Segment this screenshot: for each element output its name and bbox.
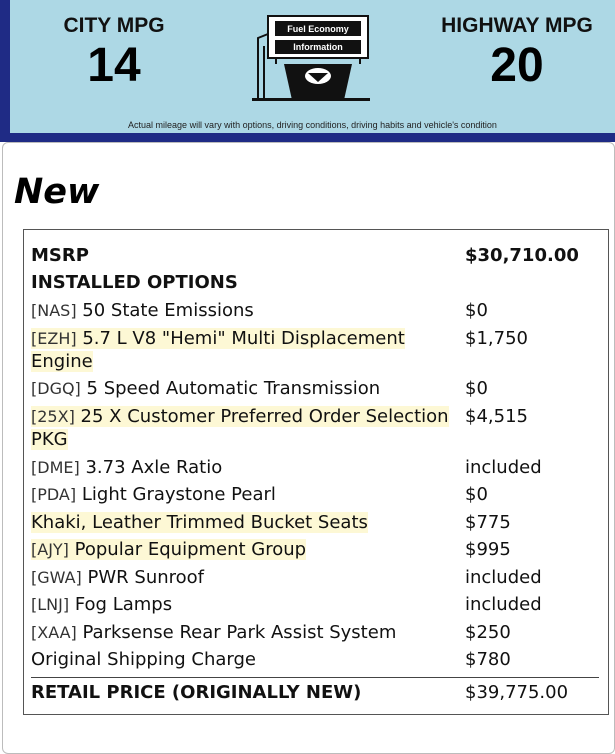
shipping-label: Original Shipping Charge [31, 649, 256, 670]
option-description [31, 405, 463, 451]
option-description [31, 621, 463, 644]
option-name: 25 X Customer Preferred Order Selection PKG [31, 406, 449, 450]
option-description [31, 483, 463, 506]
option-price: $4,515 [465, 406, 528, 427]
fuel-pump-icon [252, 12, 374, 106]
logo-line1: Fuel Economy [287, 24, 349, 34]
option-description [31, 593, 463, 616]
option-price: included [465, 457, 542, 478]
option-price: included [465, 567, 542, 588]
option-code: [AJY] [31, 540, 69, 559]
retail-price-value: $39,775.00 [465, 682, 569, 703]
option-price: included [465, 594, 542, 615]
option-code: [DGQ] [31, 379, 81, 398]
option-price: $0 [465, 378, 488, 399]
option-code: [EZH] [31, 329, 77, 348]
option-price: $1,750 [465, 328, 528, 349]
option-code: [XAA] [31, 623, 77, 642]
option-name: Light Graystone Pearl [81, 484, 276, 505]
option-code: [GWA] [31, 568, 82, 587]
highway-mpg-value: 20 [490, 39, 544, 92]
option-description [31, 327, 463, 373]
option-name: Popular Equipment Group [74, 539, 307, 560]
option-code: [25X] [31, 407, 75, 426]
option-name: Fog Lamps [74, 594, 173, 615]
highway-mpg [422, 14, 612, 94]
shipping-value: $780 [465, 649, 511, 670]
option-description [31, 299, 463, 322]
logo-line2: Information [293, 42, 343, 52]
installed-options-label: INSTALLED OPTIONS [31, 272, 238, 293]
option-name: PWR Sunroof [87, 567, 205, 588]
option-price: $0 [465, 484, 488, 505]
option-name: Khaki, Leather Trimmed Bucket Seats [31, 512, 368, 533]
msrp-label: MSRP [31, 245, 89, 266]
city-mpg [44, 14, 184, 94]
option-description [31, 456, 463, 479]
city-mpg-label: CITY MPG [63, 14, 165, 37]
option-description [31, 511, 463, 534]
option-price: $250 [465, 622, 511, 643]
option-description [31, 538, 463, 561]
option-description [31, 566, 463, 589]
highway-mpg-label: HIGHWAY MPG [441, 14, 593, 37]
option-code: [LNJ] [31, 595, 70, 614]
option-code: [DME] [31, 458, 80, 477]
option-name: 3.73 Axle Ratio [85, 457, 223, 478]
option-price: $775 [465, 512, 511, 533]
msrp-value: $30,710.00 [465, 245, 579, 266]
option-description [31, 377, 463, 400]
option-price: $0 [465, 300, 488, 321]
option-code: [NAS] [31, 301, 77, 320]
total-divider [31, 677, 599, 678]
option-name: 5.7 L V8 "Hemi" Multi Displacement Engine [31, 328, 405, 372]
city-mpg-value: 14 [87, 39, 141, 92]
option-name: 50 State Emissions [82, 300, 254, 321]
condition-heading: New [14, 172, 100, 212]
option-price: $995 [465, 539, 511, 560]
fuel-disclaimer: Actual mileage will vary with options, driving conditions, driving habits and vehicle's condition [128, 120, 497, 130]
option-code: [PDA] [31, 485, 77, 504]
option-name: Parksense Rear Park Assist System [82, 622, 397, 643]
option-name: 5 Speed Automatic Transmission [86, 378, 381, 399]
retail-price-label: RETAIL PRICE (ORIGINALLY NEW) [31, 682, 362, 703]
